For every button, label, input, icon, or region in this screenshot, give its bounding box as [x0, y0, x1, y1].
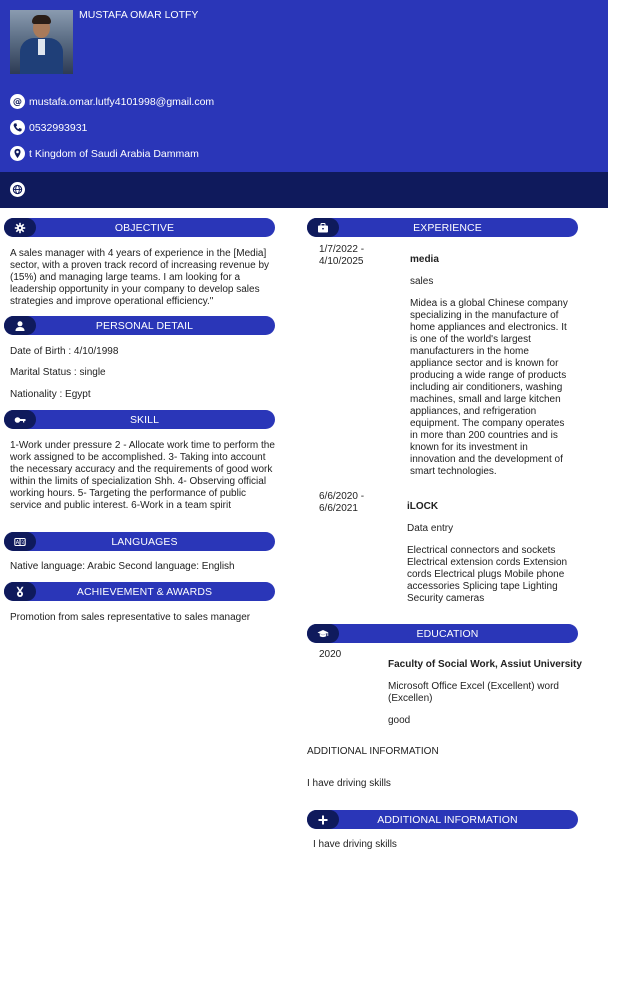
additional-section-header: [307, 810, 578, 829]
experience-title: EXPERIENCE: [413, 221, 482, 234]
experience-section-header: [307, 218, 578, 237]
achievements-title: ACHIEVEMENT & AWARDS: [76, 585, 213, 598]
experience-2-description: Electrical connectors and sockets Electrical extension cords Extension cords Electrical plugs Mobile phone accessories Splicing tape Lighting Security cameras: [407, 545, 568, 604]
phone-icon: [10, 120, 25, 135]
date-of-birth: Date of Birth : 4/10/1998: [10, 346, 119, 357]
gear-icon: [4, 218, 36, 237]
additional-title: ADDITIONAL INFORMATION: [377, 813, 518, 826]
education-detail: Microsoft Office Excel (Excellent) word (Excellen): [388, 681, 559, 704]
experience-2-company: iLOCK: [407, 501, 439, 512]
skill-title: SKILL: [129, 413, 160, 426]
briefcase-icon: [307, 218, 339, 237]
education-title: EDUCATION: [416, 627, 479, 640]
nationality: Nationality : Egypt: [10, 389, 91, 400]
education-school: Faculty of Social Work, Assiut University: [388, 659, 582, 670]
at-icon: [10, 94, 25, 109]
experience-1-role: sales: [410, 276, 434, 287]
experience-1-dates: 1/7/2022 - 4/10/2025: [319, 244, 365, 267]
email-text[interactable]: mustafa.omar.lutfy4101998@gmail.com: [29, 95, 215, 108]
personal-section-header: [4, 316, 275, 335]
marital-status: Marital Status : single: [10, 367, 106, 378]
email-row: [10, 94, 214, 109]
additional-text: I have driving skills: [313, 839, 397, 850]
additional-info-plain-text: I have driving skills: [307, 778, 391, 789]
location-pin-icon: [10, 146, 25, 161]
medal-icon: [4, 582, 36, 601]
objective-title: OBJECTIVE: [114, 221, 175, 234]
svg-text:A: A: [15, 539, 20, 546]
personal-title: PERSONAL DETAIL: [95, 319, 194, 332]
candidate-name: MUSTAFA OMAR LOTFY: [79, 9, 199, 21]
location-row: [10, 146, 199, 161]
additional-info-heading: ADDITIONAL INFORMATION: [307, 746, 439, 757]
education-grade: good: [388, 715, 411, 726]
header-footer-band: [0, 172, 608, 208]
achievements-section-header: [4, 582, 275, 601]
plus-icon: [307, 810, 339, 829]
languages-title: LANGUAGES: [111, 535, 178, 548]
experience-2-role: Data entry: [407, 523, 454, 534]
education-year: 2020: [319, 649, 342, 660]
profile-photo: [10, 10, 73, 74]
objective-section-header: [4, 218, 275, 237]
translate-icon: [4, 532, 36, 551]
website-row: [10, 182, 29, 197]
user-icon: [4, 316, 36, 335]
languages-section-header: [4, 532, 275, 551]
experience-1-description: Midea is a global Chinese company specializing in the manufacture of home appliances and electronics. It is one of the world's largest manufacturers in the home appliance sector and is known for producing a wide range of products including air conditioners, washing machines, small and large kitchen appliances, and refrigeration equipment. The company operates in more than 200 countries and is known for its investment in innovation and the development of smart technologies.: [410, 298, 568, 477]
achievements-text: Promotion from sales representative to sales manager: [10, 612, 251, 623]
svg-text:@: @: [12, 96, 23, 107]
experience-2-dates: 6/6/2020 - 6/6/2021: [319, 491, 365, 514]
phone-row: [10, 120, 87, 135]
objective-text: A sales manager with 4 years of experience in the [Media] sector, with a proven track record of increasing revenue by (15%) and managing large teams. I am looking for a leadership opportunity in your company to develop sales strategies and improve operational efficiency.": [10, 248, 270, 307]
languages-text: Native language: Arabic Second language: English: [10, 561, 235, 572]
graduation-cap-icon: [307, 624, 339, 643]
location-text: t Kingdom of Saudi Arabia Dammam: [29, 147, 199, 160]
svg-text:文: 文: [20, 539, 26, 546]
phone-text[interactable]: 0532993931: [29, 121, 88, 134]
education-section-header: [307, 624, 578, 643]
experience-1-company: media: [410, 254, 439, 265]
globe-icon[interactable]: [10, 182, 25, 197]
key-icon: [4, 410, 36, 429]
skill-text: 1-Work under pressure 2 - Allocate work time to perform the work assigned to be accomplished. 3- Taking into account the necessary accuracy and the requirements of good work within the limits of specialization Shh. 4- Observing official working hours. 5- Targeting the performance of public service and public interest. 6-Work in a team spirit: [10, 440, 275, 511]
skill-section-header: [4, 410, 275, 429]
